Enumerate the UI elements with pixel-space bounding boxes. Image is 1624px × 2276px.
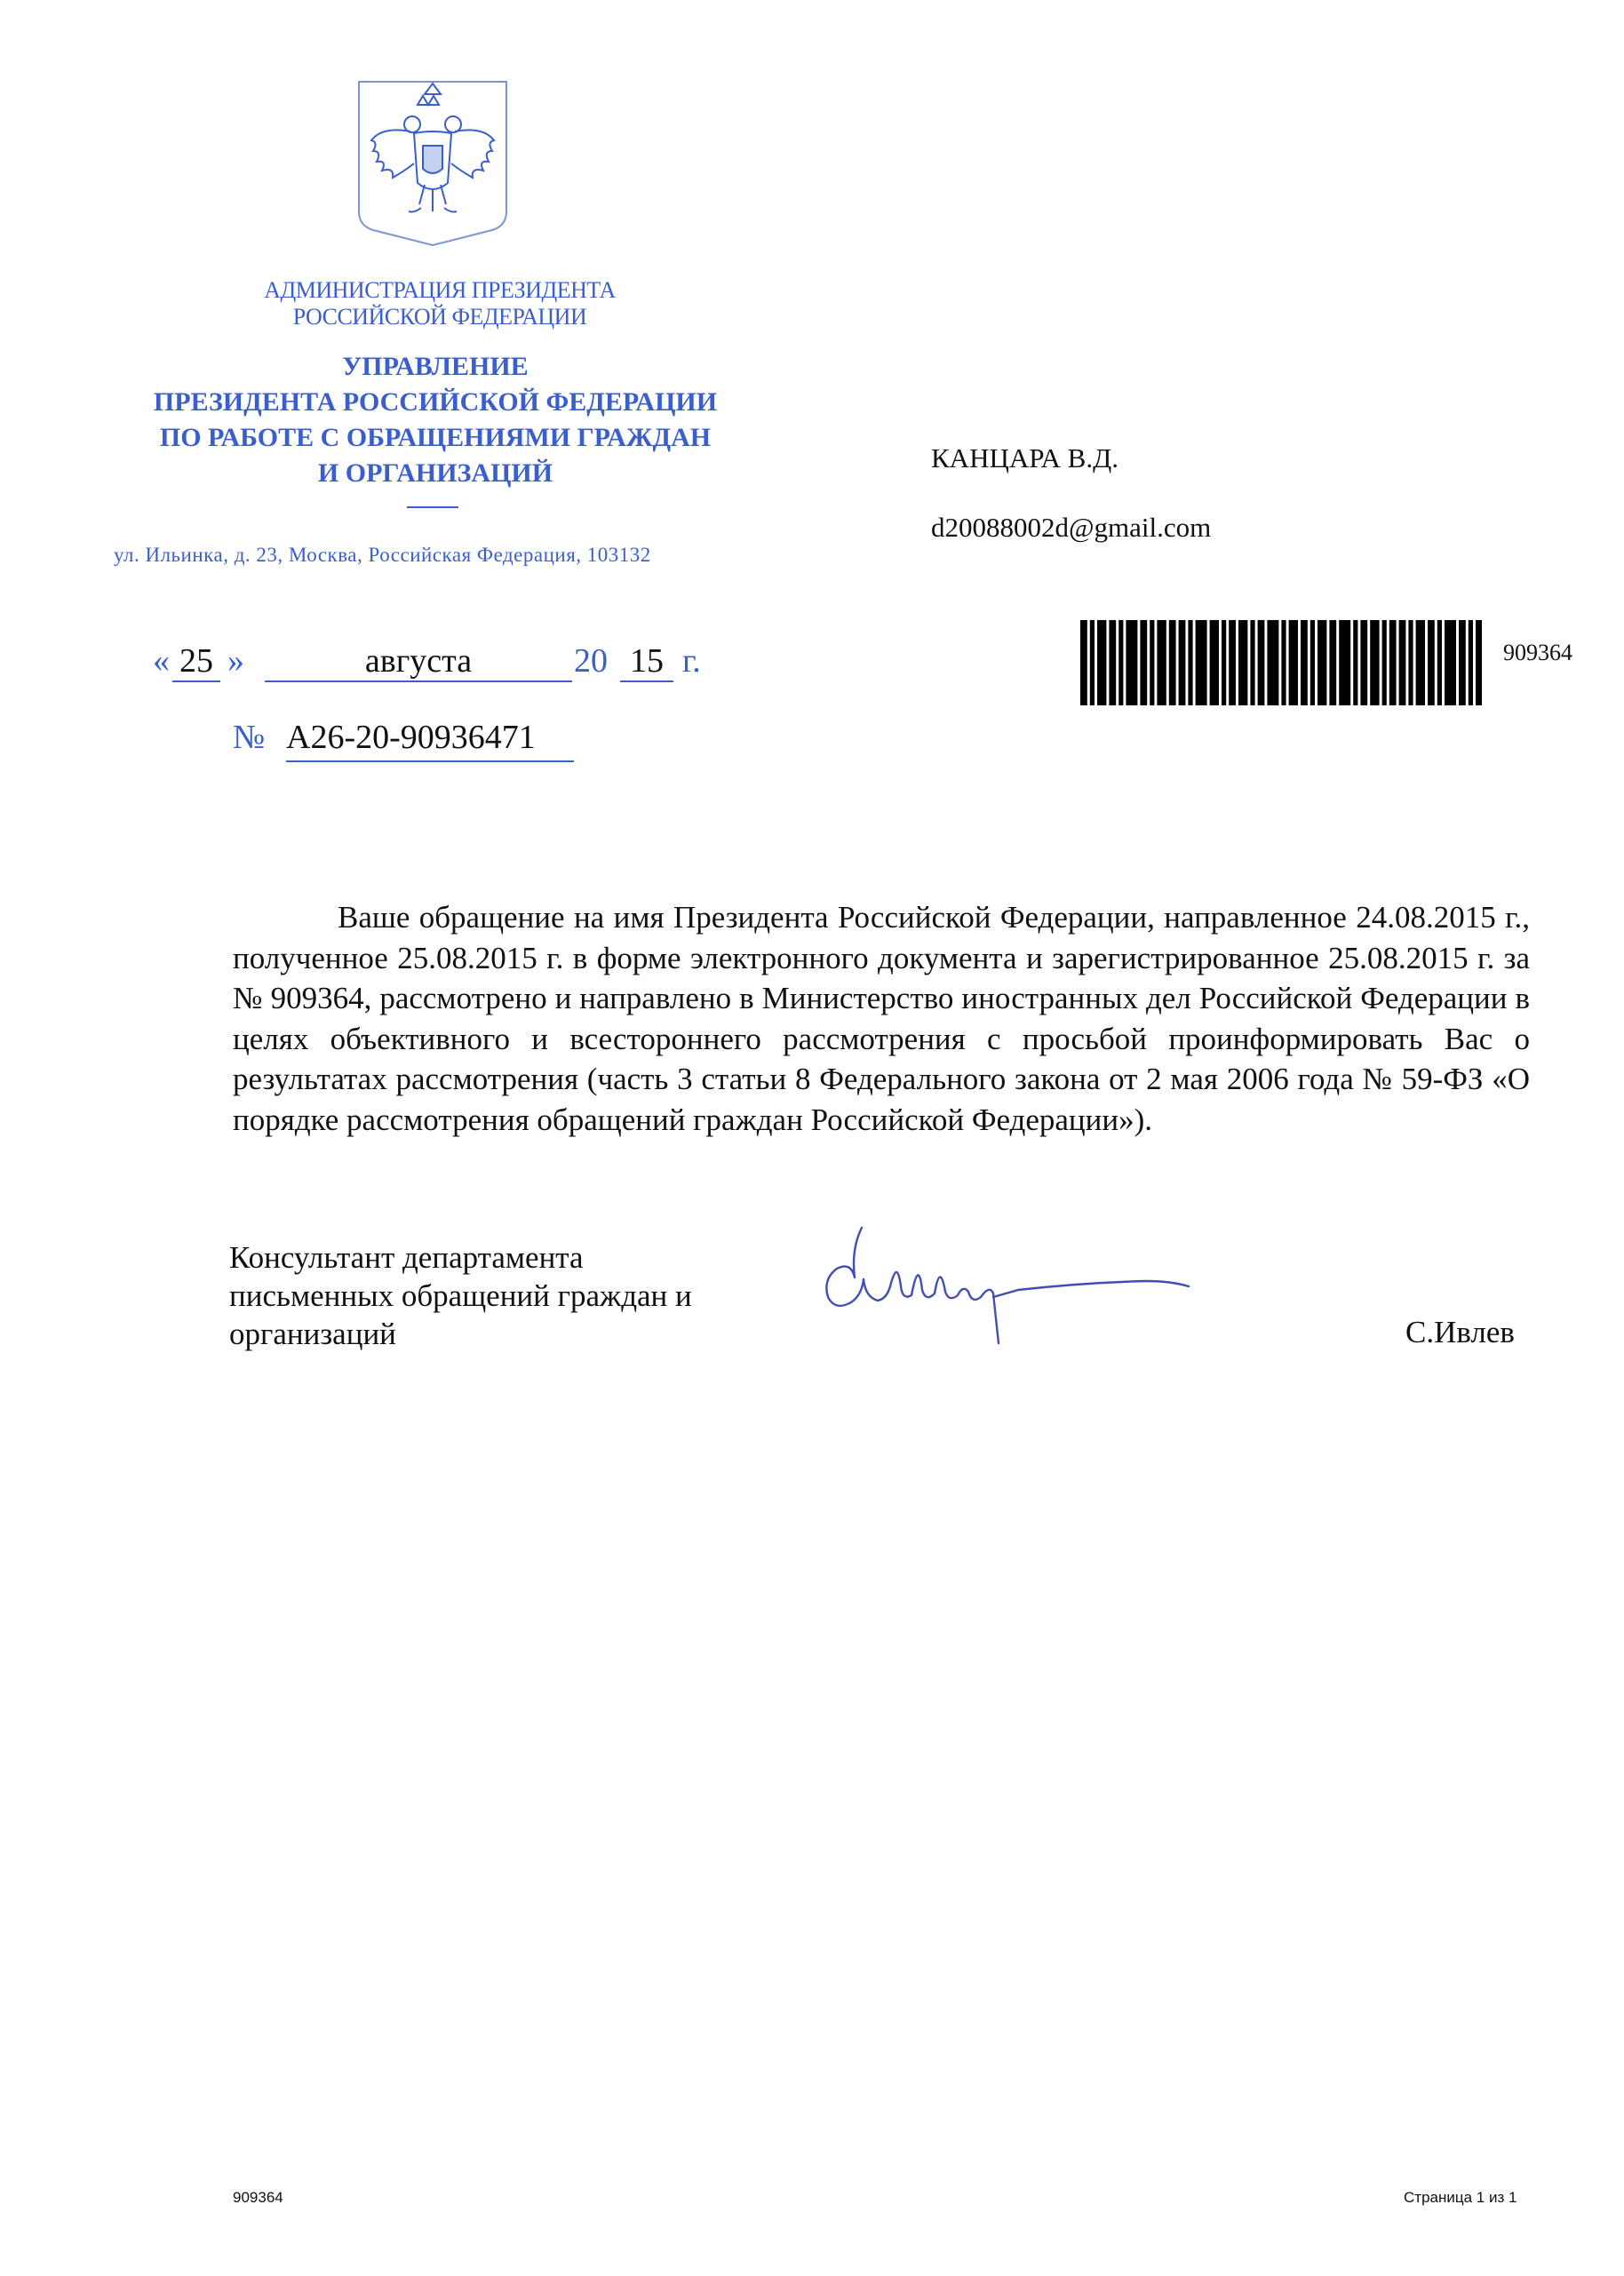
- barcode-bar: [1188, 620, 1192, 705]
- barcode-bar: [1310, 620, 1315, 705]
- barcode-bar: [1238, 620, 1247, 705]
- date-day: 25: [172, 641, 220, 682]
- barcode-bar: [1090, 620, 1095, 705]
- barcode-bar: [1399, 620, 1406, 705]
- barcode-bar: [1360, 620, 1367, 705]
- barcode-bar: [1428, 620, 1435, 705]
- barcode-bar: [1318, 620, 1326, 705]
- barcode-bar: [1229, 620, 1236, 705]
- dept-title-line-1: УПРАВЛЕНИЕ: [342, 352, 529, 381]
- barcode-bar: [1222, 620, 1226, 705]
- barcode-bar: [1118, 620, 1123, 705]
- sender-address: ул. Ильинка, д. 23, Москва, Российская Федерация, 103132: [114, 544, 651, 566]
- barcode-bar: [1140, 620, 1147, 705]
- barcode-bar: [1150, 620, 1154, 705]
- signer-position: [229, 1238, 798, 1353]
- number-sign: №: [233, 719, 266, 756]
- date-year-abbr: г.: [682, 642, 701, 680]
- barcode-bar: [1301, 620, 1308, 705]
- barcode-bar: [1476, 620, 1482, 705]
- barcode-bar: [1339, 620, 1350, 705]
- barcode-bar: [1157, 620, 1166, 705]
- recipient-email: d20088002d@gmail.com: [931, 512, 1212, 543]
- barcode-bar: [1289, 620, 1298, 705]
- barcode-bar: [1459, 620, 1466, 705]
- barcode-number: 909364: [1503, 640, 1572, 665]
- barcode-bar: [1169, 620, 1176, 705]
- barcode-bar: [1445, 620, 1456, 705]
- barcode-bar: [1370, 620, 1379, 705]
- date-year-suffix: 15: [620, 641, 673, 682]
- barcode-bar: [1126, 620, 1137, 705]
- barcode-bar: [1416, 620, 1425, 705]
- barcode-bar: [1389, 620, 1397, 705]
- barcode-bar: [1179, 620, 1186, 705]
- barcode-bar: [1196, 620, 1207, 705]
- date-quote-close: »: [227, 642, 244, 680]
- date-quote-open: «: [153, 642, 170, 680]
- footer-document-id: 909364: [233, 2189, 283, 2206]
- barcode-bar: [1329, 620, 1336, 705]
- handwritten-signature: [816, 1222, 1224, 1365]
- dept-title-line-2: ПРЕЗИДЕНТА РОССИЙСКОЙ ФЕДЕРАЦИИ: [153, 387, 718, 417]
- barcode-bar: [1210, 620, 1219, 705]
- letter-body: Ваше обращение на имя Президента Российской Федерации, направленное 24.08.2015 г., полученное 25.08.2015 г. в форме электронного документа и зарегистрированное 25.08.2015 г. за № 909364, рассмотрено и направлено в Министерство иностранных дел Российской Федерации в целях объективного и всестороннего рассмотрения с просьбой проинформировать Вас о результатах рассмотрения (часть 3 статьи 8 Федерального закона от 2 мая 2006 года № 59-ФЗ «О порядке рассмотрения обращений граждан Российской Федерации»).: [233, 900, 1530, 1137]
- barcode-bar: [1097, 620, 1106, 705]
- barcode-bar: [1382, 620, 1387, 705]
- footer-page-counter: Страница 1 из 1: [1404, 2189, 1517, 2206]
- recipient-name: КАНЦАРА В.Д.: [931, 442, 1118, 474]
- coat-of-arms-icon: [355, 78, 510, 249]
- barcode-bar: [1109, 620, 1116, 705]
- dept-title-line-3: ПО РАБОТЕ С ОБРАЩЕНИЯМИ ГРАЖДАН: [159, 423, 712, 452]
- signer-position-line-3: организаций: [229, 1317, 396, 1351]
- barcode-bar: [1267, 620, 1278, 705]
- admin-title-line-2: РОССИЙСКОЙ ФЕДЕРАЦИИ: [292, 304, 587, 330]
- registration-number: А26-20-90936471: [286, 718, 574, 762]
- barcode: [1080, 620, 1482, 705]
- barcode-bar: [1258, 620, 1265, 705]
- header-divider: [407, 506, 458, 508]
- date-month: августа: [265, 641, 572, 682]
- signer-position-line-2: письменных обращений граждан и: [229, 1278, 692, 1313]
- date-year-prefix: 20: [574, 642, 608, 680]
- barcode-bar: [1250, 620, 1254, 705]
- barcode-bar: [1437, 620, 1442, 705]
- dept-title-line-4: И ОРГАНИЗАЦИЙ: [317, 458, 553, 488]
- signer-name: С.Ивлев: [1405, 1315, 1515, 1349]
- barcode-bar: [1469, 620, 1473, 705]
- signer-position-line-1: Консультант департамента: [229, 1240, 584, 1275]
- admin-title-line-1: АДМИНИСТРАЦИЯ ПРЕЗИДЕНТА: [264, 277, 616, 303]
- barcode-bar: [1080, 620, 1087, 705]
- barcode-bar: [1353, 620, 1357, 705]
- barcode-bar: [1281, 620, 1286, 705]
- barcode-bar: [1408, 620, 1413, 705]
